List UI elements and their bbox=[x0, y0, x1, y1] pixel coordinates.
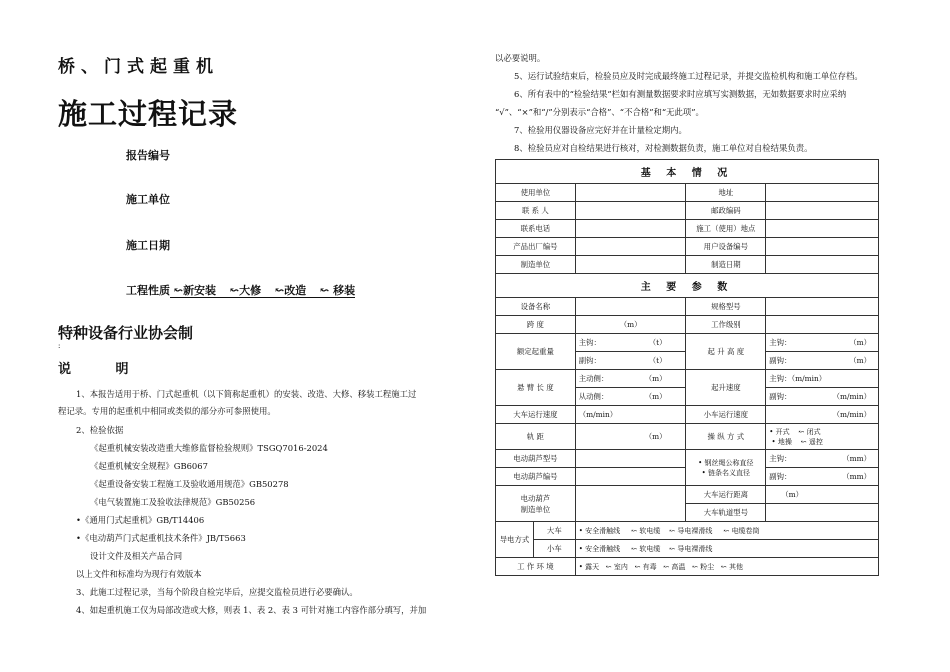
factory-no-label: 产品出厂编号 bbox=[496, 238, 576, 256]
address-label: 地址 bbox=[686, 184, 766, 202]
note-4: 4、如起重机施工仅为局部改造或大修，则表 1、表 2、表 3 可针对施工内容作部分填写，并加 bbox=[76, 605, 427, 615]
rated-load-main[interactable]: 主钩： （t） bbox=[575, 334, 686, 352]
project-nature-label: 工程性质 bbox=[126, 284, 170, 297]
note-3: 3、此施工过程记录，当每个阶段自检完毕后，应提交监检员进行必要确认。 bbox=[76, 587, 358, 597]
hoist-model-label: 电动葫芦型号 bbox=[496, 450, 576, 468]
ref-7: 设计文件及相关产品合同 bbox=[90, 551, 183, 561]
contact-value[interactable] bbox=[575, 202, 686, 220]
control-options[interactable] bbox=[766, 424, 879, 450]
phone-value[interactable] bbox=[575, 220, 686, 238]
hoist-model-value[interactable] bbox=[575, 450, 686, 468]
make-date-label: 制造日期 bbox=[686, 256, 766, 274]
rope-aux[interactable]: 副钩： （mm） bbox=[766, 468, 879, 486]
project-nature bbox=[126, 282, 355, 298]
maker-value[interactable] bbox=[575, 256, 686, 274]
note-1b: 程记录。专用的起重机中相同或类似的部分亦可参照使用。 bbox=[58, 406, 276, 416]
track-value[interactable]: （m） bbox=[575, 424, 686, 450]
environment-label: 工 作 环 境 bbox=[496, 558, 576, 576]
nature-option-modify[interactable]: ↜改造 bbox=[274, 284, 307, 297]
lift-speed-aux[interactable]: 副钩： （m/min） bbox=[766, 388, 879, 406]
note-2: 2、检验依据 bbox=[76, 425, 124, 435]
note-8: 8、检验员应对自检结果进行核对，对检测数据负责，施工单位对自检结果负责。 bbox=[514, 143, 813, 153]
rail-model-label: 大车轨道型号 bbox=[686, 504, 766, 522]
small-car-options[interactable]: • 安全滑触线 ↜ 软电缆 ↜ 导电裸滑线 bbox=[575, 540, 878, 558]
equip-no-label: 用户设备编号 bbox=[686, 238, 766, 256]
site-value[interactable] bbox=[766, 220, 879, 238]
factory-no-value[interactable] bbox=[575, 238, 686, 256]
crane-speed-value[interactable]: （m/min） bbox=[575, 406, 686, 424]
work-class-value[interactable] bbox=[766, 316, 879, 334]
user-unit-value[interactable] bbox=[575, 184, 686, 202]
small-car-label: 小车 bbox=[533, 540, 575, 558]
user-unit-label: 使用单位 bbox=[496, 184, 576, 202]
note-4b: 以必要说明。 bbox=[495, 53, 546, 63]
rope-chain-label: • 钢丝绳公称直径 • 链条名义直径 bbox=[686, 450, 766, 486]
phone-label: 联系电话 bbox=[496, 220, 576, 238]
nature-option-relocate[interactable]: ↜ 移装 bbox=[320, 284, 356, 297]
equipment-info-table bbox=[495, 159, 879, 576]
ref-6: •《电动葫芦门式起重机技术条件》JB/T5663 bbox=[76, 533, 246, 543]
ref-3: 《起重设备安装工程施工及验收通用规范》GB50278 bbox=[90, 479, 289, 489]
cantilever-active[interactable]: 主动侧： （m） bbox=[575, 370, 686, 388]
hoist-no-label: 电动葫芦编号 bbox=[496, 468, 576, 486]
control-ground[interactable]: • 地操 bbox=[771, 438, 791, 446]
postcode-value[interactable] bbox=[766, 202, 879, 220]
address-value[interactable] bbox=[766, 184, 879, 202]
span-label: 跨 度 bbox=[496, 316, 576, 334]
power-mode-label: 导电方式 bbox=[496, 522, 534, 558]
control-label: 操 纵 方 式 bbox=[686, 424, 766, 450]
model-value[interactable] bbox=[766, 298, 879, 316]
work-class-label: 工作级别 bbox=[686, 316, 766, 334]
basic-info-header: 基 本 情 况 bbox=[496, 160, 879, 184]
model-label: 规格型号 bbox=[686, 298, 766, 316]
equip-name-label: 设备名称 bbox=[496, 298, 576, 316]
stray-colon: : bbox=[58, 342, 61, 350]
control-remote[interactable]: ↜ 遥控 bbox=[800, 437, 823, 446]
ref-1: 《起重机械安装改造重大维修监督检验规则》TSGQ7016-2024 bbox=[90, 443, 328, 453]
crane-speed-label: 大车运行速度 bbox=[496, 406, 576, 424]
hoist-maker-value[interactable] bbox=[575, 486, 686, 522]
note-1a: 1、本报告适用于桥、门式起重机（以下简称起重机）的安装、改造、大修、移装工程施工过 bbox=[76, 389, 417, 399]
note-5: 5、运行试验结束后，检验员应及时完成最终施工过程记录，并提交监检机构和施工单位存档。 bbox=[514, 71, 863, 81]
hoist-no-value[interactable] bbox=[575, 468, 686, 486]
site-label: 施工（使用）地点 bbox=[686, 220, 766, 238]
maker-label: 制造单位 bbox=[496, 256, 576, 274]
crane-distance-label: 大车运行距离 bbox=[686, 486, 766, 504]
equip-name-value[interactable] bbox=[575, 298, 686, 316]
rated-load-label: 额定起重量 bbox=[496, 334, 576, 370]
construction-unit-label: 施工单位 bbox=[126, 193, 170, 206]
cover-title: 施工过程记录 bbox=[58, 97, 239, 131]
main-params-header: 主 要 参 数 bbox=[496, 274, 879, 298]
control-open[interactable]: • 开式 bbox=[769, 428, 789, 436]
rated-load-aux[interactable]: 副钩： （t） bbox=[575, 352, 686, 370]
ref-4: 《电气装置施工及验收法律规范》GB50256 bbox=[90, 497, 256, 507]
lift-speed-label: 起升速度 bbox=[686, 370, 766, 406]
rope-main[interactable]: 主钩： （mm） bbox=[766, 450, 879, 468]
lift-speed-main[interactable]: 主钩：（m/min） bbox=[766, 370, 879, 388]
control-closed[interactable]: ↜ 闭式 bbox=[798, 427, 821, 436]
construction-date-label: 施工日期 bbox=[126, 239, 170, 252]
rail-model-value[interactable] bbox=[766, 504, 879, 522]
nature-option-new[interactable]: ↜新安装 bbox=[173, 284, 217, 297]
big-car-options[interactable]: • 安全滑触线 ↜ 软电缆 ↜ 导电裸滑线 ↜ 电缆卷筒 bbox=[575, 522, 878, 540]
cantilever-passive[interactable]: 从动侧： （m） bbox=[575, 388, 686, 406]
environment-options[interactable]: • 露天 ↜ 室内 ↜ 有毒 ↜ 高温 ↜ 粉尘 ↜ 其他 bbox=[575, 558, 878, 576]
lift-height-main[interactable]: 主钩： （m） bbox=[766, 334, 879, 352]
ref-8: 以上文件和标准均为现行有效版本 bbox=[76, 569, 202, 579]
cover-subtitle: 桥、门式起重机 bbox=[58, 57, 219, 77]
span-value[interactable]: （m） bbox=[575, 316, 686, 334]
hoist-maker-label: 电动葫芦 制造单位 bbox=[496, 486, 576, 522]
trolley-speed-value[interactable]: （m/min） bbox=[766, 406, 879, 424]
cantilever-label: 悬 臂 长 度 bbox=[496, 370, 576, 406]
equip-no-value[interactable] bbox=[766, 238, 879, 256]
explain-heading: 说 明 bbox=[58, 362, 149, 377]
lift-height-aux[interactable]: 副钩： （m） bbox=[766, 352, 879, 370]
note-6b: “√”、“×”和“/”分别表示“合格”、“不合格”和“无此项”。 bbox=[495, 107, 704, 117]
crane-distance-value[interactable]: （m） bbox=[766, 486, 879, 504]
postcode-label: 邮政编码 bbox=[686, 202, 766, 220]
trolley-speed-label: 小车运行速度 bbox=[686, 406, 766, 424]
contact-label: 联 系 人 bbox=[496, 202, 576, 220]
ref-2: 《起重机械安全规程》GB6067 bbox=[90, 461, 208, 471]
make-date-value[interactable] bbox=[766, 256, 879, 274]
association-name: 特种设备行业协会制 bbox=[58, 324, 194, 342]
ref-5: •《通用门式起重机》GB/T14406 bbox=[76, 515, 205, 525]
lift-height-label: 起 升 高 度 bbox=[686, 334, 766, 370]
nature-option-overhaul[interactable]: ↜大修 bbox=[229, 284, 262, 297]
big-car-label: 大车 bbox=[533, 522, 575, 540]
note-7: 7、检验用仪器设备应完好并在计量检定期内。 bbox=[514, 125, 687, 135]
report-number-label: 报告编号 bbox=[126, 149, 170, 162]
note-6a: 6、所有表中的“检验结果”栏如有测量数据要求时应填写实测数据，无如数据要求时应采纳 bbox=[514, 89, 847, 99]
track-label: 轨 距 bbox=[496, 424, 576, 450]
